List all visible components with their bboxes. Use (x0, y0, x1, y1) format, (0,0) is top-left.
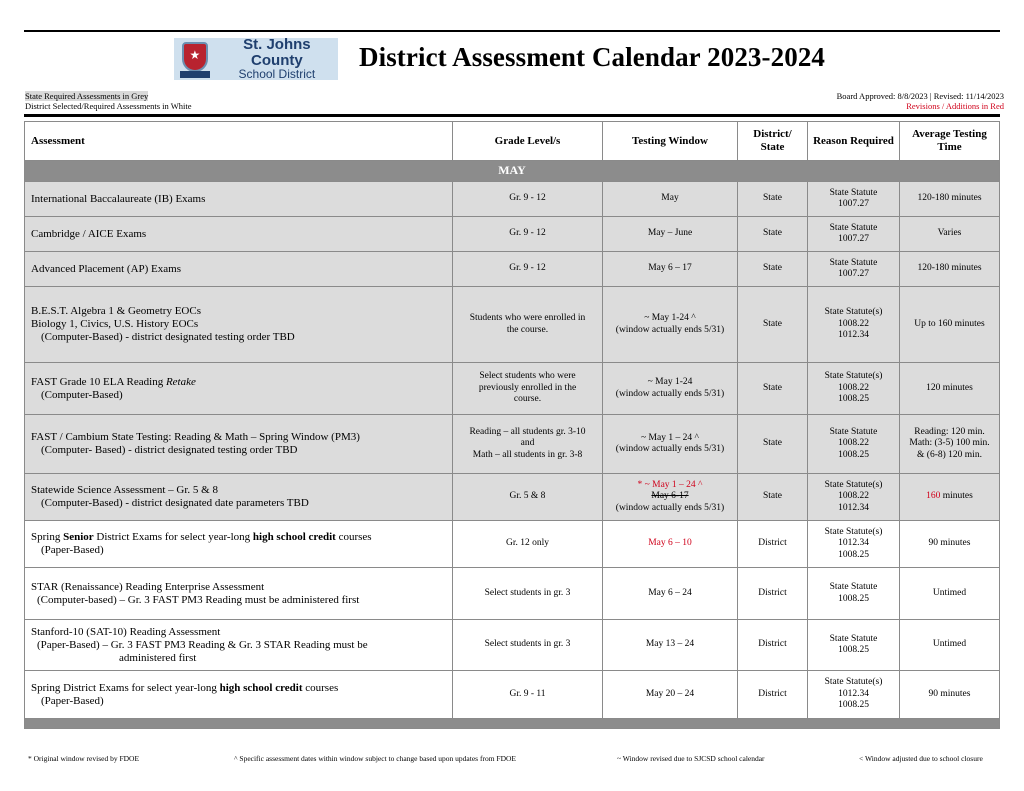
footnote-school-closure: < Window adjusted due to school closure (859, 754, 983, 763)
top-rule (24, 30, 1000, 32)
col-assessment: Assessment (25, 122, 453, 161)
table-row: Stanford-10 (SAT-10) Reading Assessment (Paper-Based) – Gr. 3 FAST PM3 Reading & Gr. 3 STAR Reading must be administered first Select students in gr. 3 May 13 – 24 District State Statute 1008.25 Untimed (25, 620, 1000, 671)
table-header (25, 122, 1000, 161)
revisions-note: Revisions / Additions in Red (906, 101, 1004, 111)
table-row: Cambridge / AICE Exams Gr. 9 - 12 May – June State State Statute 1007.27 Varies (25, 217, 1000, 252)
revision-info (837, 91, 1004, 111)
table-row: FAST Grade 10 ELA Reading Retake (Computer-Based) Select students who were previously enrolled in the course. ~ May 1-24 (window actually ends 5/31) State State Statute(s) 1008.22 1008.25 120 minutes (25, 363, 1000, 415)
col-reason: Reason Required (808, 122, 900, 161)
table-row: FAST / Cambium State Testing: Reading & Math – Spring Window (PM3) (Computer- Based) - district designated testing order TBD Reading – all students gr. 3-10 and Math – all students in gr. 3-8 ~ May 1 – 24 ^ (window actually ends 5/31) State State Statute 1008.22 1008.25 Reading: 120 min. Math: (3-5) 100 min. & (6-8) 120 min. (25, 415, 1000, 474)
table-row: B.E.S.T. Algebra 1 & Geometry EOCs Biology 1, Civics, U.S. History EOCs (Computer-Based) - district designated testing order TBD Students who were enrolled in the course. ~ May 1-24 ^ (window actually ends 5/31) State State Statute(s) 1008.22 1012.34 Up to 160 minutes (25, 287, 1000, 363)
col-time: Average Testing Time (900, 122, 1000, 161)
col-grade: Grade Level/s (453, 122, 603, 161)
assessment-table (24, 121, 1000, 729)
col-district-state: District/ State (738, 122, 808, 161)
district-logo (174, 35, 338, 82)
table-footer-bar (25, 719, 1000, 729)
table-row: Spring District Exams for select year-long high school credit courses (Paper-Based) Gr. 9 - 11 May 20 – 24 District State Statute(s) 1012.34 1008.25 90 minutes (25, 671, 1000, 719)
footnote-original-window: * Original window revised by FDOE (28, 754, 140, 763)
col-window: Testing Window (603, 122, 738, 161)
legend (25, 91, 192, 111)
month-label: MAY (25, 161, 1000, 182)
footnote-sjcsd-calendar: ~ Window revised due to SJCSD school calendar (617, 754, 765, 763)
table-row: STAR (Renaissance) Reading Enterprise Assessment (Computer-based) – Gr. 3 FAST PM3 Reading must be administered first Select students in gr. 3 May 6 – 24 District State Statute 1008.25 Untimed (25, 568, 1000, 620)
header-rule (24, 114, 1000, 117)
table-row: Advanced Placement (AP) Exams Gr. 9 - 12 May 6 – 17 State State Statute 1007.27 120-180 minutes (25, 252, 1000, 287)
page-title: District Assessment Calendar 2023-2024 (359, 42, 826, 72)
table-row: Spring Senior District Exams for select year-long high school credit courses (Paper-Based) Gr. 12 only May 6 – 10 District State Statute(s) 1012.34 1008.25 90 minutes (25, 521, 1000, 568)
table-row: Statewide Science Assessment – Gr. 5 & 8 (Computer-Based) - district designated date parameters TBD Gr. 5 & 8 * ~ May 1 – 24 ^ May 6-17 (window actually ends 5/31) State State Statute(s) 1008.22 1012.34 160 minutes (25, 474, 1000, 521)
legend-grey: State Required Assessments in Grey (25, 91, 149, 101)
table-row: International Baccalaureate (IB) Exams Gr. 9 - 12 May State State Statute 1007.27 120-180 minutes (25, 182, 1000, 217)
district-seal-icon: ★ (180, 42, 210, 76)
legend-white: District Selected/Required Assessments in White (25, 101, 192, 111)
month-row (25, 161, 1000, 182)
approval-dates: Board Approved: 8/8/2023 | Revised: 11/14/2023 (836, 91, 1004, 101)
logo-line-1: St. Johns County (243, 35, 311, 69)
logo-line-2: School District (238, 67, 316, 82)
footnote-specific-dates: ^ Specific assessment dates within window subject to change based upon updates from FDOE (234, 754, 517, 763)
